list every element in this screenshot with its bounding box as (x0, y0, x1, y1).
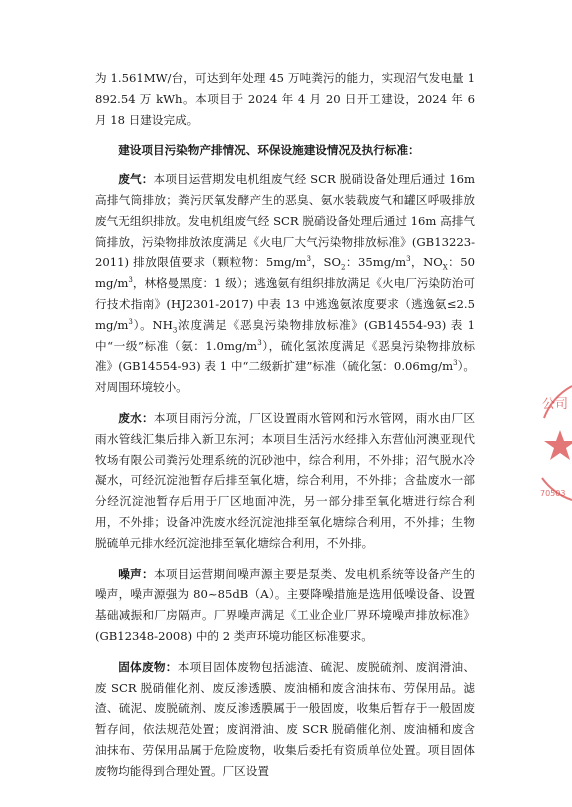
paragraph-solid-waste (95, 657, 475, 782)
air-text-i: ），硫化氢浓度满足《恶臭污染物排放标准》(GB14554-93) 表 1 中“二级新扩建”标准（硫化氢：0.06mg/m (95, 338, 476, 374)
water-text: 本项目雨污分流，厂区设置雨水管网和污水管网，雨水由厂区雨水管线汇集后排入新卫东河；本项目生活污水经排入东营仙河澳亚现代牧场有限公司粪污处理系统的沉砂池中，综合利用，不外排；沼气脱水冷凝水，可经沉淀池暂存后排至氧化塘，综合利用，不外排；含盐废水一部分经沉淀池暂存后用于厂区地面冲洗，另一部分排至氧化塘进行综合利用，不外排；设备冲洗废水经沉淀池排至氧化塘综合利用，不外排；生物脱硫单元排水经沉淀池排至氧化塘综合利用，不外排。 (95, 410, 475, 550)
air-text-j: ）。对周围环境较小。 (95, 359, 476, 395)
paragraph-noise (95, 564, 475, 647)
air-text-d: ，NO (410, 255, 443, 270)
air-sup-1: 3 (306, 255, 312, 264)
document-body (95, 68, 475, 792)
air-text-c: ：35mg/m (345, 255, 407, 270)
water-lead: 废水： (118, 410, 154, 425)
paragraph-water (95, 408, 475, 554)
seal-text-2: 70503 (540, 489, 566, 498)
air-sup-4: 3 (128, 317, 133, 326)
solid-text: 本项目固体废物包括滤渣、硫泥、废脱硫剂、废润滑油、废 SCR 脱硝催化剂、废反渗透膜、废油桶和废含油抹布、劳保用品。滤渣、硫泥、废脱硫剂、废反渗透膜属于一般固废，收集后暂存于一般固废暂存间，依法规范处置；废润滑油、废 SCR 脱硝催化剂、废油桶和废含油抹布、劳保用品属于危险废物，收集后委托有资质单位处置。项目固体废物均能得到合理处置。厂区设置 (95, 659, 475, 778)
air-sub-so2: 2 (341, 263, 346, 272)
noise-lead: 噪声： (118, 566, 154, 581)
section-heading: 建设项目污染物产排情况、环保设施建设情况及执行标准： (118, 143, 420, 158)
air-sup-6: 3 (453, 359, 458, 368)
noise-text: 本项目运营期间噪声源主要是泵类、发电机系统等设备产生的噪声，噪声源强为 80~85dB（A）。主要降噪措施是选用低噪设备、设置基础减振和厂房隔声。厂界噪声满足《工业企业厂界环境噪声排放标准》(GB12348-2008) 中的 2 类声环境功能区标准要求。 (95, 566, 475, 643)
air-text-f: ，林格曼黑度：1 级）；逃逸氨有组织排放满足《火电厂污染防治可行技术指南》(HJ2301-2017) 中表 13 中逃逸氨浓度要求（逃逸氨≤2.5mg/m (95, 276, 475, 332)
paragraph-air (95, 169, 475, 398)
air-sup-5: 3 (257, 338, 262, 347)
air-sup-2: 3 (406, 255, 411, 264)
air-text-b: ，SO (311, 255, 341, 270)
paragraph-capacity: 为 1.561MW/台，可达到年处理 45 万吨粪污的能力，实现沼气发电量 1892.54 万 kWh。本项目于 2024 年 4 月 20 日开工建设，2024 年 6 月 18 日建设完成。 (95, 71, 475, 127)
air-text-e: ：50mg/m (95, 255, 475, 291)
air-sub-nox: X (442, 263, 448, 272)
air-sub-nh3: 3 (172, 326, 178, 335)
solid-lead: 固体废物： (118, 659, 178, 674)
company-seal-icon (538, 378, 572, 508)
air-text-g: ）。NH (132, 317, 173, 332)
air-lead: 废气： (118, 172, 154, 187)
air-sup-3: 3 (128, 276, 133, 285)
air-text-a: 本项目运营期发电机组废气经 SCR 脱硝设备处理后通过 16m 高排气筒排放；粪污厌氧发酵产生的恶臭、氨水装载废气和罐区呼吸排放废气无组织排放。发电机组废气经 SCR 脱硝设备处理后通过 16m 高排气筒排放，污染物排放浓度满足《火电厂大气污染物排放标准》(GB13223-2011) 排放限值要求（颗粒物：5mg/m (95, 172, 475, 270)
air-text-h: 浓度满足《恶臭污染物排放标准》(GB14554-93) 表 1 中“一级”标准（氨：1.0mg/m (95, 317, 475, 353)
seal-text-1: 公司 (542, 397, 569, 412)
